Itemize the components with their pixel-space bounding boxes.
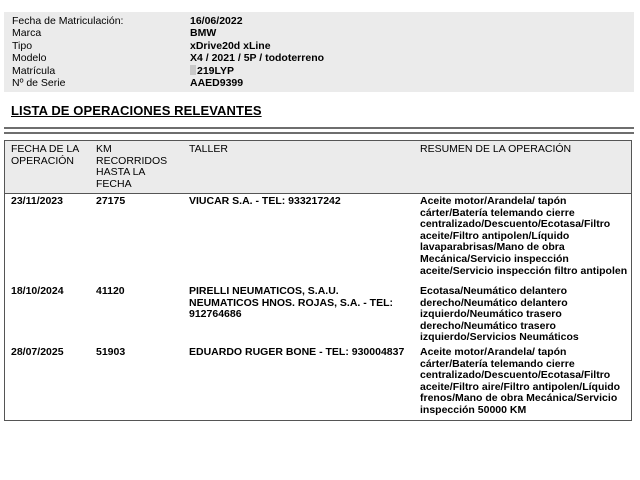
serie-value: AAED9399 xyxy=(190,77,244,89)
vehicle-info-panel xyxy=(4,12,634,92)
marca-value: BMW xyxy=(190,27,217,39)
section-divider-top xyxy=(4,127,634,129)
row-km: 27175 xyxy=(96,195,126,207)
row-fecha: 28/07/2025 xyxy=(11,346,64,358)
serie-label: Nº de Serie xyxy=(12,77,66,89)
row-resumen: Aceite motor/Arandela/ tapón cárter/Batería telemando cierre centralizado/Descuento/Ecotasa/Filtro aceite/Filtro antipolen/Líquido lavaparabrisas/Mano de obra Mecánica/Servicio inspección aceite/Servicio inspección filtro antipolen xyxy=(420,195,628,277)
row-fecha: 18/10/2024 xyxy=(11,285,64,297)
table-header xyxy=(5,141,631,194)
row-taller: PIRELLI NEUMATICOS, S.A.U. NEUMATICOS HNOS. ROJAS, S.A. - TEL: 912764686 xyxy=(189,285,393,321)
modelo-value: X4 / 2021 / 5P / todoterreno xyxy=(190,52,325,64)
row-resumen: Aceite motor/Arandela/ tapón cárter/Batería telemando cierre centralizado/Descuento/Ecotasa/Filtro aceite/Filtro aire/Filtro antipolen/Líquido frenos/Mano de obra Mecánica/Servicio inspección 50000 KM xyxy=(420,346,621,416)
header-taller: TALLER xyxy=(189,143,228,155)
matricula-value: 219LYP xyxy=(197,65,234,77)
row-km: 51903 xyxy=(96,346,126,358)
marca-label: Marca xyxy=(12,27,42,39)
header-fecha: FECHA DE LA OPERACIÓN xyxy=(11,143,79,167)
row-resumen: Ecotasa/Neumático delantero derecho/Neumático delantero izquierdo/Neumático trasero derecho/Neumático trasero izquierdo/Servicios Neumáticos xyxy=(420,285,579,344)
header-km: KM RECORRIDOS HASTA LA FECHA xyxy=(96,143,168,190)
redaction-mark xyxy=(190,65,196,75)
row-taller: EDUARDO RUGER BONE - TEL: 930004837 xyxy=(189,346,405,358)
header-resumen: RESUMEN DE LA OPERACIÓN xyxy=(420,143,572,155)
tipo-label: Tipo xyxy=(12,40,33,52)
fecha-matriculacion-label: Fecha de Matriculación: xyxy=(12,15,124,27)
row-fecha: 23/11/2023 xyxy=(11,195,63,207)
section-title: LISTA DE OPERACIONES RELEVANTES xyxy=(11,103,262,118)
tipo-value: xDrive20d xLine xyxy=(190,40,271,52)
fecha-matriculacion-value: 16/06/2022 xyxy=(190,15,243,27)
operations-table xyxy=(4,140,632,421)
row-km: 41120 xyxy=(96,285,125,297)
section-divider-bottom xyxy=(4,132,634,134)
modelo-label: Modelo xyxy=(12,52,47,64)
row-taller: VIUCAR S.A. - TEL: 933217242 xyxy=(189,195,341,207)
matricula-label: Matrícula xyxy=(12,65,56,77)
